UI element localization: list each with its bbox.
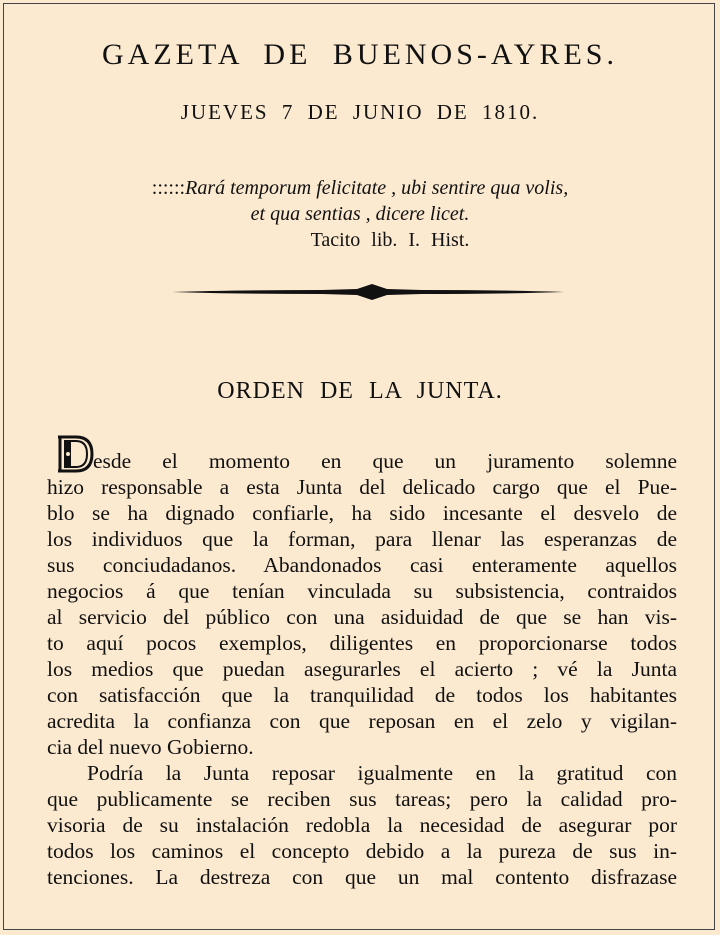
ornamental-rule xyxy=(172,281,564,303)
paragraph-2-line: Podría la Junta reposar igualmente en la gratitud con xyxy=(87,761,677,785)
paragraph-2-line: que publicamente se reciben sus tareas; pero la calidad pro- xyxy=(47,787,677,811)
epigraph-lead-dots: :::::: xyxy=(151,177,186,199)
masthead-title: GAZETA DE BUENOS-AYRES. xyxy=(101,38,618,71)
paragraph-1-line: esde el momento en que un juramento solemne xyxy=(93,449,677,473)
paragraph-1-line: blo se ha dignado confiarle, ha sido incesante el desvelo de xyxy=(47,501,677,525)
paragraph-1-line: sus conciudadanos. Abandonados casi enteramente aquellos xyxy=(47,553,677,577)
paragraph-1-line: negocios á que tenían vinculada su subsistencia, contraidos xyxy=(47,579,677,603)
paragraph-2-line: tenciones. La destreza con que un mal contento disfrazase xyxy=(47,865,677,889)
paragraph-1-line: acredita la confianza con que reposan en el zelo y vigilan- xyxy=(47,709,677,733)
epigraph-source: Tacito lib. I. Hist. xyxy=(310,229,470,251)
paragraph-2 xyxy=(47,760,677,890)
paragraph-1 xyxy=(47,448,677,760)
epigraph-line-1-text: Rará temporum felicitate , ubi sentire qua volis, xyxy=(185,177,569,199)
paragraph-1-line: al servicio del público con una asiduidad de que se han vis- xyxy=(47,605,677,629)
paragraph-2-line: todos los caminos el concepto debido a la pureza de sus in- xyxy=(47,839,677,863)
paragraph-1-line: los individuos que la forman, para llenar las esperanzas de xyxy=(47,527,677,551)
issue-date: JUEVES 7 DE JUNIO DE 1810. xyxy=(180,100,540,124)
epigraph xyxy=(0,175,720,253)
paragraph-1-line: cia del nuevo Gobierno. xyxy=(47,735,254,759)
epigraph-line-1 xyxy=(0,175,720,201)
paragraph-2-line: visoria de su instalación redobla la necesidad de asegurar por xyxy=(47,813,677,837)
epigraph-line-2: et qua sentias , dicere licet. xyxy=(250,203,470,225)
paragraph-1-line: los medios que puedan asegurarles el acierto ; vé la Junta xyxy=(47,657,677,681)
section-title: ORDEN DE LA JUNTA. xyxy=(217,378,503,404)
paragraph-1-line: to aquí pocos exemplos, diligentes en proporcionarse todos xyxy=(47,631,677,655)
paragraph-1-line: hizo responsable a esta Junta del delicado cargo que el Pue- xyxy=(47,475,677,499)
article-body xyxy=(47,448,677,890)
dropcap-text: D xyxy=(76,463,77,464)
paragraph-1-line: con satisfacción que la tranquilidad de todos los habitantes xyxy=(47,683,677,707)
